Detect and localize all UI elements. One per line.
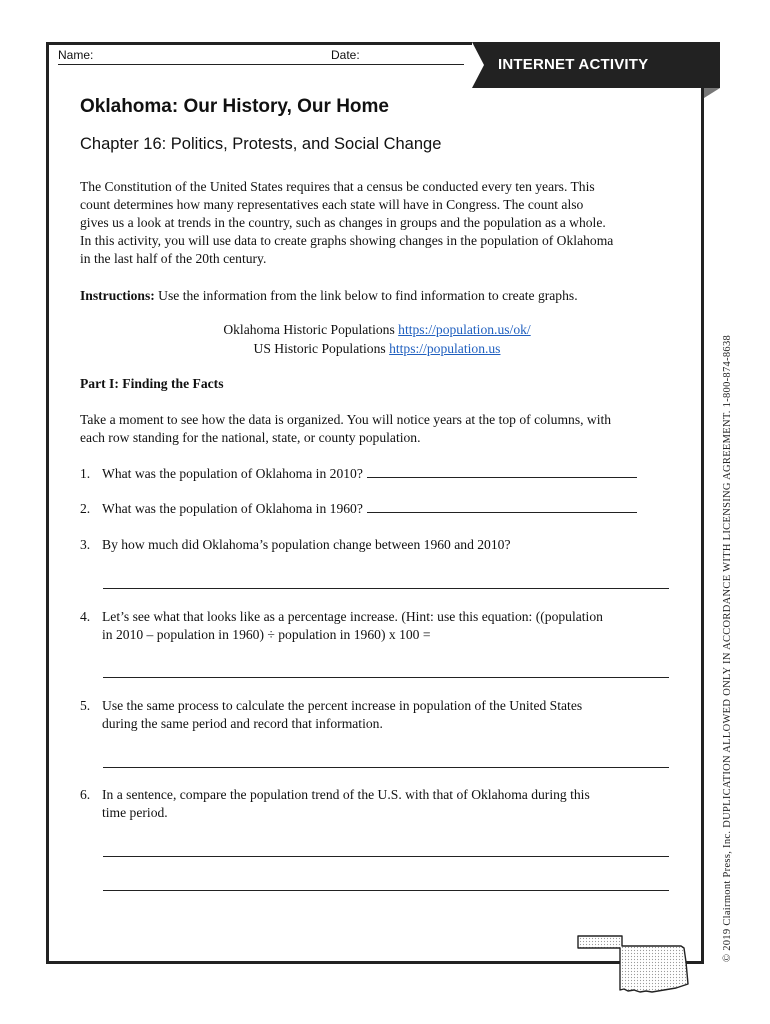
answer-line-6b[interactable] (103, 890, 669, 891)
name-label: Name: (58, 48, 94, 62)
question-text: during the same period and record that information. (102, 716, 383, 731)
question-text: Let’s see what that looks like as a percentage increase. (Hint: use this equation: ((population (102, 609, 603, 624)
name-date-line (58, 64, 464, 65)
page-title: Oklahoma: Our History, Our Home (80, 96, 389, 117)
ok-populations-link[interactable]: https://population.us/ok/ (398, 322, 531, 337)
question-text: time period. (102, 805, 168, 820)
us-populations-link[interactable]: https://population.us (389, 341, 501, 356)
answer-blank-1[interactable] (367, 465, 637, 478)
answer-blank-2[interactable] (367, 500, 637, 513)
intro-paragraph (80, 178, 680, 268)
banner-notch (472, 42, 484, 88)
question-number: 2. (80, 501, 91, 516)
date-label: Date: (331, 48, 360, 62)
question-text: Use the same process to calculate the percent increase in population of the United States (102, 698, 583, 713)
intro-line: In this activity, you will use data to create graphs showing changes in the population of Oklahoma (80, 233, 614, 248)
banner-fold (704, 88, 720, 98)
question-number: 5. (80, 698, 91, 713)
instructions (80, 287, 680, 305)
chapter-subtitle: Chapter 16: Politics, Protests, and Social Change (80, 135, 442, 153)
ok-populations-line (80, 321, 674, 339)
intro-line: in the last half of the 20th century. (80, 251, 267, 266)
question-text: in 2010 – population in 1960) ÷ population in 1960) x 100 = (102, 627, 431, 642)
question-text: In a sentence, compare the population trend of the U.S. with that of Oklahoma during this (102, 787, 590, 802)
question-text: What was the population of Oklahoma in 2010? (102, 466, 363, 481)
question-number: 4. (80, 609, 91, 624)
part1-intro (80, 411, 680, 447)
question-text: By how much did Oklahoma’s population change between 1960 and 2010? (102, 537, 511, 552)
question-text: What was the population of Oklahoma in 1960? (102, 501, 363, 516)
part1-heading: Part I: Finding the Facts (80, 376, 224, 391)
part1-intro-line: Take a moment to see how the data is organized. You will notice years at the top of columns, with (80, 412, 612, 427)
question-number: 3. (80, 537, 91, 552)
oklahoma-outline-icon (576, 934, 700, 998)
intro-line: The Constitution of the United States requires that a census be conducted every ten years. This (80, 179, 595, 194)
part1-intro-line: each row standing for the national, state, or county population. (80, 430, 421, 445)
copyright-notice: © 2019 Clairmont Press, Inc. DUPLICATION ALLOWED ONLY IN ACCORDANCE WITH LICENSING AGREEMENT. 1-800-874-8638 (722, 334, 733, 962)
question-number: 6. (80, 787, 91, 802)
us-populations-label: US Historic Populations (253, 341, 390, 356)
banner-text: INTERNET ACTIVITY (498, 56, 649, 73)
answer-line-6a[interactable] (103, 856, 669, 857)
answer-line-4[interactable] (103, 677, 669, 678)
ok-populations-label: Oklahoma Historic Populations (223, 322, 399, 337)
question-number: 1. (80, 466, 91, 481)
answer-line-3[interactable] (103, 588, 669, 589)
answer-line-5[interactable] (103, 767, 669, 768)
instructions-text: Use the information from the link below to find information to create graphs. (154, 288, 578, 303)
intro-line: count determines how many representatives each state will have in Congress. The count also (80, 197, 584, 212)
instructions-label: Instructions: (80, 288, 155, 303)
intro-line: gives us a look at trends in the country, such as changes in groups and the population as a whole. (80, 215, 606, 230)
us-populations-line (80, 340, 674, 358)
